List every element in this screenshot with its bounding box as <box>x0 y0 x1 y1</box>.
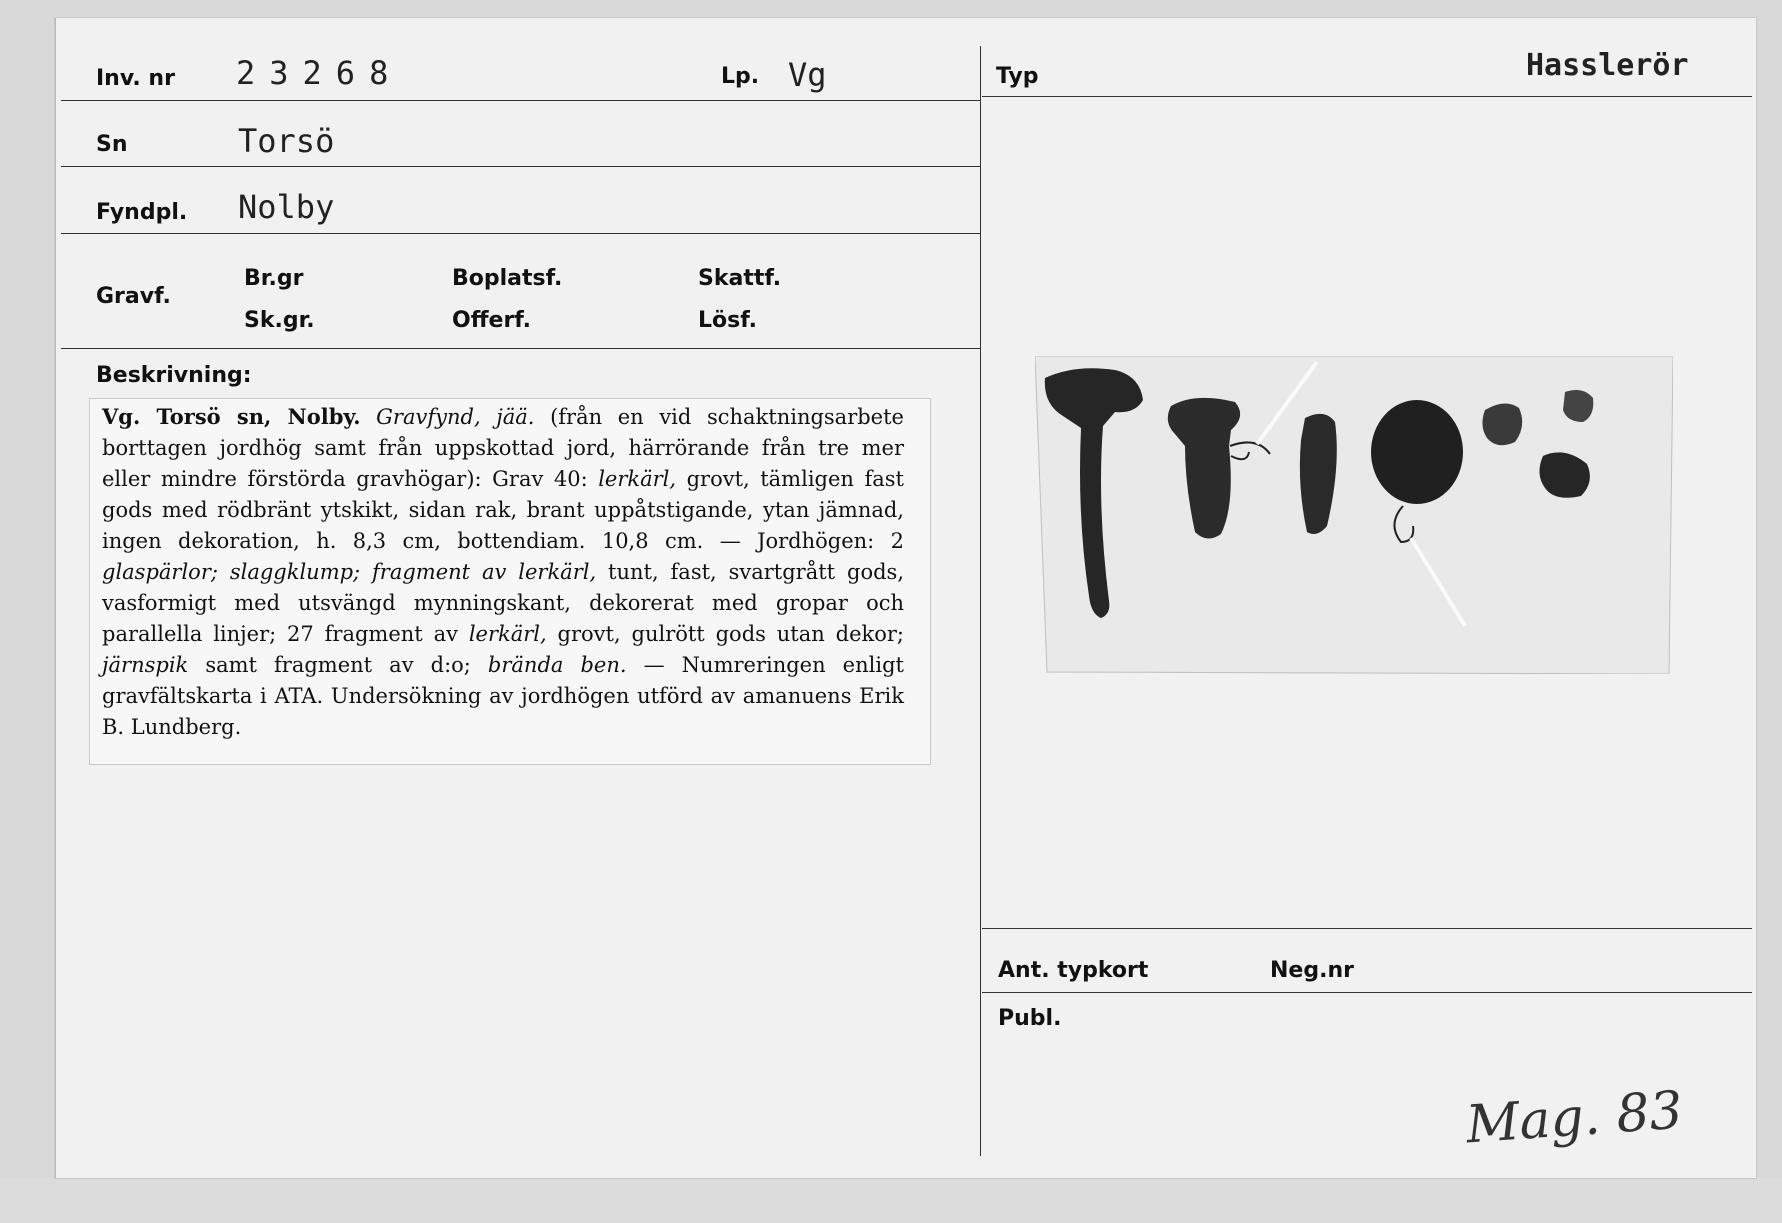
desc-part-5: samt fragment av d:o; <box>205 653 471 677</box>
artifact-photograph <box>1035 356 1673 674</box>
fyndpl-label: Fyndpl. <box>96 200 188 225</box>
description-text <box>102 401 904 743</box>
rule-fyndpl <box>61 233 981 234</box>
sn-label: Sn <box>96 132 128 157</box>
ant-typkort-label: Ant. typkort <box>998 958 1149 983</box>
round-fragment-shape <box>1371 400 1463 504</box>
skattf-label: Skattf. <box>698 266 782 291</box>
typ-value: Hasslerör <box>1526 48 1689 83</box>
desc-italic-1: lerkärl, <box>598 467 677 491</box>
inv-nr-value: 23268 <box>236 54 403 92</box>
rule-sn <box>61 166 981 167</box>
desc-part-1: (från en vid schaktningsarbete borttagen jordhög samt från uppskottad jord, härrörande från tre mer eller mindre förstörda gravhögar): Grav 40: <box>102 405 904 491</box>
desc-part-2: grovt, tämligen fast gods med rödbränt ytskikt, sidan rak, brant uppåtstigande, ytan jämnad, ingen dekoration, h. 8,3 cm, bottendiam. 10,8 cm. — Jordhögen: 2 <box>102 467 904 553</box>
column-divider <box>980 46 981 1156</box>
gravf-label: Gravf. <box>96 284 171 309</box>
desc-italic-2: glaspärlor; slaggklump; fragment av lerkärl, <box>102 560 597 584</box>
desc-italic-5: brända ben. <box>487 653 627 677</box>
sn-value: Torsö <box>238 122 335 160</box>
description-slip <box>89 398 931 765</box>
offerf-label: Offerf. <box>452 308 532 333</box>
fyndpl-value: Nolby <box>238 188 335 226</box>
scan-background-strip <box>0 1178 1782 1223</box>
lp-label: Lp. <box>721 64 760 89</box>
rule-inv <box>61 100 981 101</box>
desc-italic-4: järnspik <box>102 653 189 677</box>
desc-heading: Vg. Torsö sn, Nolby. <box>102 404 361 429</box>
desc-italic-3: lerkärl, <box>468 622 547 646</box>
rule-gravf <box>61 348 981 349</box>
neg-nr-label: Neg.nr <box>1270 958 1354 983</box>
desc-find-type: Gravfynd, jää. <box>376 405 535 429</box>
skgr-label: Sk.gr. <box>244 308 315 333</box>
publ-label: Publ. <box>998 1006 1062 1031</box>
rule-typ <box>982 96 1752 97</box>
rule-ant-bottom <box>982 992 1752 993</box>
boplatsf-label: Boplatsf. <box>452 266 563 291</box>
handwritten-note: Mag. 83 <box>1464 1080 1685 1156</box>
desc-part-6: — Numreringen enligt gravfältskarta i ATA. Undersökning av jordhögen utförd av amanuens Erik B. Lundberg. <box>102 653 904 739</box>
brgr-label: Br.gr <box>244 266 304 291</box>
small-piece-1 <box>1482 403 1522 445</box>
desc-part-4: grovt, gulrött gods utan dekor; <box>557 622 904 646</box>
lp-value: Vg <box>788 56 827 94</box>
losf-label: Lösf. <box>698 308 757 333</box>
desc-part-3: tunt, fast, svartgrått gods, vasformigt med utsvängd mynningskant, dekorerat med gropar och parallella linjer; 27 fragment av <box>102 560 904 646</box>
catalog-card <box>55 18 1756 1178</box>
typ-label: Typ <box>996 64 1039 89</box>
beskrivning-label: Beskrivning: <box>96 363 252 388</box>
inv-nr-label: Inv. nr <box>96 66 175 91</box>
rule-ant-top <box>982 928 1752 929</box>
